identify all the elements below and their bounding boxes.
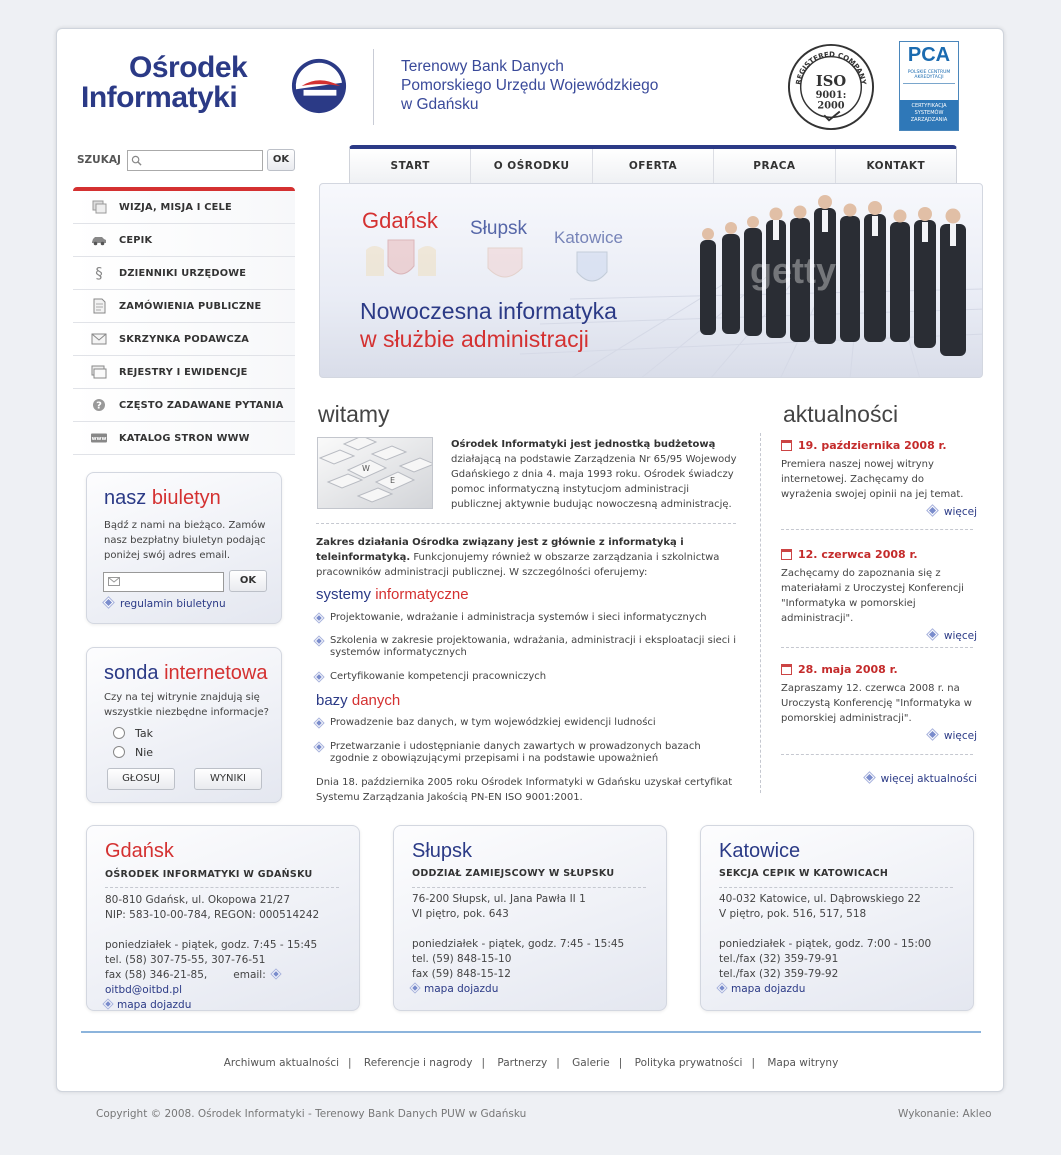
news-more-link[interactable] bbox=[781, 506, 977, 518]
banner-watermark: getty bbox=[750, 250, 837, 291]
office-card-gdansk bbox=[86, 825, 360, 1011]
office-phone: tel./fax (32) 359-79-91 bbox=[719, 953, 839, 965]
news-text: Zachęcamy do zapoznania się z materiałami z Uroczystej Konferencji "Informatyka w pomorskiej administracji". bbox=[781, 568, 964, 624]
news-more-label: więcej bbox=[943, 730, 977, 742]
pca-subtitle: POLSKIE CENTRUM AKREDYTACJI bbox=[907, 70, 951, 80]
office-city: Słupsk bbox=[412, 840, 473, 862]
slupsk-coat-of-arms-icon bbox=[480, 246, 530, 286]
poll-title-b: internetowa bbox=[164, 662, 268, 684]
office-city: Katowice bbox=[719, 840, 801, 862]
footer-separator: | bbox=[481, 1057, 485, 1069]
footer-link-galerie[interactable]: Galerie bbox=[572, 1057, 610, 1069]
newsletter-title-a: nasz bbox=[104, 487, 147, 509]
nav-oferta[interactable]: OFERTA bbox=[593, 149, 714, 185]
office-phone: tel. (58) 307-75-55, 307-76-51 bbox=[105, 954, 266, 966]
sidebar-item-katalog[interactable] bbox=[73, 422, 295, 455]
svg-text:E: E bbox=[390, 476, 396, 485]
bullet-icon bbox=[315, 614, 323, 622]
office-address bbox=[719, 892, 969, 997]
radio-button[interactable] bbox=[113, 746, 125, 758]
calendar-icon bbox=[781, 440, 792, 451]
office-fax-email bbox=[105, 968, 355, 998]
sidebar-item-label: CZĘSTO ZADAWANE PYTANIA bbox=[119, 399, 284, 411]
databases-heading bbox=[316, 692, 400, 709]
poll-title-a: sonda bbox=[104, 662, 159, 684]
welcome-intro bbox=[451, 437, 741, 512]
news-date: 12. czerwca 2008 r. bbox=[798, 548, 918, 561]
poll-title bbox=[104, 662, 267, 685]
footer-separator: | bbox=[556, 1057, 560, 1069]
logo-mark-icon bbox=[290, 57, 348, 115]
search-icon bbox=[131, 155, 142, 166]
list-item-text: Przetwarzanie i udostępnianie danych zawartych w prowadzonych bazach zgodnie z obowiązującymi przepisami i na podstawie upoważnień bbox=[330, 741, 701, 764]
page-container bbox=[56, 28, 1004, 1092]
news-text: Zapraszamy 12. czerwca 2008 r. na Uroczystą Konferencję "Informatyka w pomorskiej administracji". bbox=[781, 683, 972, 724]
newsletter-text: Bądź z nami na bieżąco. Zamów nasz bezpłatny biuletyn podając poniżej swój adres email. bbox=[104, 520, 266, 561]
news-heading: aktualności bbox=[783, 401, 899, 427]
office-city: Gdańsk bbox=[105, 840, 174, 862]
poll-option-nie[interactable] bbox=[113, 746, 153, 759]
banner-city-gdansk: Gdańsk bbox=[362, 208, 438, 233]
welcome-intro-bold: Ośrodek Informatyki jest jednostką budżetową bbox=[451, 439, 716, 450]
poll-box bbox=[86, 647, 282, 803]
bullet-icon bbox=[315, 719, 323, 727]
sidebar-item-label: SKRZYNKA PODAWCZA bbox=[119, 333, 250, 345]
spacer bbox=[412, 922, 662, 937]
list-item-text: Prowadzenie baz danych, w tym wojewódzkiej ewidencji ludności bbox=[330, 717, 656, 728]
footer-separator: | bbox=[348, 1057, 352, 1069]
svg-text:W: W bbox=[362, 464, 370, 473]
poll-vote-button[interactable]: GŁOSUJ bbox=[107, 768, 175, 790]
sidebar-item-label: ZAMÓWIENIA PUBLICZNE bbox=[119, 300, 262, 312]
poll-option-label: Tak bbox=[135, 727, 154, 740]
news-date: 28. maja 2008 r. bbox=[798, 663, 898, 676]
copyright-text: Copyright © 2008. Ośrodek Informatyki - Terenowy Bank Danych PUW w Gdańsku bbox=[96, 1108, 527, 1120]
footer-link-partnerzy[interactable]: Partnerzy bbox=[497, 1057, 548, 1069]
hero-banner bbox=[319, 183, 983, 378]
welcome-scope bbox=[316, 535, 736, 580]
office-divider bbox=[719, 887, 953, 888]
footer-separator: | bbox=[751, 1057, 755, 1069]
systems-heading-b: informatyczne bbox=[375, 586, 469, 603]
welcome-scope-text: Funkcjonujemy również w obszarze zarządzania i szkolnictwa pracowników administracji publicznej. W szczególności oferujemy: bbox=[316, 552, 720, 578]
office-map-label: mapa dojazdu bbox=[424, 983, 499, 995]
office-hours: poniedziałek - piątek, godz. 7:00 - 15:00 bbox=[719, 938, 932, 950]
office-divider bbox=[105, 887, 339, 888]
certificate-note: Dnia 18. października 2005 roku Ośrodek Informatyki w Gdańsku uzyskał certyfikat Systemu Zarządzania Jakością PN-EN ISO 9001:2001. bbox=[316, 777, 733, 803]
office-address bbox=[412, 892, 662, 997]
bullet-icon bbox=[927, 730, 937, 740]
svg-text:www: www bbox=[91, 436, 107, 443]
office-address-line: 40-032 Katowice, ul. Dąbrowskiego 22 bbox=[719, 893, 921, 905]
nav-start[interactable]: START bbox=[350, 149, 471, 185]
footer-link-referencje[interactable]: Referencje i nagrody bbox=[363, 1057, 473, 1069]
welcome-heading: witamy bbox=[318, 401, 390, 427]
paragraph-icon: § bbox=[95, 264, 103, 282]
news-text: Premiera naszej nowej witryny internetowej. Zachęcamy do wyrażenia swojej opinii na jej temat. bbox=[781, 459, 964, 500]
office-subtitle: ODDZIAŁ ZAMIEJSCOWY W SŁUPSKU bbox=[412, 868, 615, 879]
list-item bbox=[316, 635, 736, 659]
office-phone: tel. (59) 848-15-10 bbox=[412, 953, 512, 965]
footer-link-archiwum[interactable]: Archiwum aktualności bbox=[223, 1057, 340, 1069]
bullet-icon bbox=[315, 673, 323, 681]
news-more-label: więcej bbox=[943, 506, 977, 518]
list-item bbox=[316, 612, 736, 624]
sidebar-item-skrzynka[interactable] bbox=[73, 323, 295, 356]
office-subtitle: OŚRODEK INFORMATYKI W GDAŃSKU bbox=[105, 869, 313, 880]
office-email-link[interactable]: oitbd@oitbd.pl bbox=[105, 984, 182, 996]
sidebar-item-label: DZIENNIKI URZĘDOWE bbox=[119, 267, 247, 279]
office-address bbox=[105, 893, 355, 1013]
newsletter-box bbox=[86, 472, 282, 624]
tagline-line-1: Terenowy Bank Danych bbox=[401, 58, 564, 75]
list-item-text: Projektowanie, wdrażanie i administracja systemów i sieci informatycznych bbox=[330, 612, 707, 623]
newsletter-email-field[interactable] bbox=[103, 572, 224, 592]
office-address-line: VI piętro, pok. 643 bbox=[412, 908, 509, 920]
news-divider bbox=[781, 647, 973, 648]
sidebar-item-label: REJESTRY I EWIDENCJE bbox=[119, 366, 248, 378]
radio-button[interactable] bbox=[113, 727, 125, 739]
office-map-label: mapa dojazdu bbox=[731, 983, 806, 995]
pca-bottom-text: CERTYFIKACJA SYSTEMÓW ZARZĄDZANIA bbox=[900, 100, 958, 130]
page-icon bbox=[91, 199, 107, 215]
databases-heading-b: danych bbox=[351, 692, 401, 709]
iso-certificate-badge bbox=[787, 43, 875, 131]
banner-city-katowice: Katowice bbox=[554, 228, 623, 247]
logo-line-1: Ośrodek bbox=[129, 51, 248, 84]
office-address-line: 80-810 Gdańsk, ul. Okopowa 21/27 bbox=[105, 894, 290, 906]
document-icon bbox=[91, 298, 107, 314]
news-more-link[interactable] bbox=[781, 730, 977, 742]
news-item bbox=[781, 663, 977, 742]
news-item bbox=[781, 548, 977, 642]
nav-praca[interactable]: PRACA bbox=[714, 149, 835, 185]
iso-number: 9001: bbox=[815, 89, 847, 101]
sidebar-menu bbox=[73, 187, 295, 455]
newsletter-rules-label: regulamin biuletynu bbox=[120, 598, 226, 610]
list-item bbox=[316, 741, 736, 765]
sidebar-item-rejestry[interactable] bbox=[73, 356, 295, 389]
calendar-icon bbox=[781, 549, 792, 560]
list-item-text: Certyfikowanie kompetencji pracowniczych bbox=[330, 671, 547, 682]
nav-kontakt[interactable]: KONTAKT bbox=[866, 160, 926, 172]
newsletter-rules-link[interactable] bbox=[105, 598, 226, 610]
office-address-line: NIP: 583-10-00-784, REGON: 000514242 bbox=[105, 909, 320, 921]
welcome-intro-text: działającą na podstawie Zarządzenia Nr 65/95 Wojewody Gdańskiego z dnia 4. maja 1993 roku. Ośrodek świadczy pomoc informatyczną instytucjom administracji publicznej aktywnie budując nowoczesną administrację. bbox=[451, 454, 737, 510]
office-map-link[interactable] bbox=[105, 998, 355, 1013]
news-date-row bbox=[781, 548, 977, 561]
office-fax: fax (59) 848-15-12 bbox=[412, 968, 511, 980]
office-map-label: mapa dojazdu bbox=[117, 999, 192, 1011]
bullet-icon bbox=[927, 630, 937, 640]
all-news-link[interactable] bbox=[781, 773, 977, 785]
newsletter-title bbox=[104, 487, 221, 510]
news-more-link[interactable] bbox=[781, 630, 977, 642]
logo-line-2: Informatyki bbox=[81, 81, 238, 114]
sidebar-item-label: WIZJA, MISJA I CELE bbox=[119, 201, 232, 213]
car-icon bbox=[91, 232, 107, 248]
news-column-divider bbox=[760, 433, 761, 793]
search-label: SZUKAJ bbox=[77, 154, 121, 166]
bullet-icon bbox=[272, 970, 280, 978]
poll-option-label: Nie bbox=[135, 746, 154, 759]
office-hours: poniedziałek - piątek, godz. 7:45 - 15:45 bbox=[105, 939, 318, 951]
newsletter-ok-button[interactable]: OK bbox=[229, 570, 267, 592]
bullet-icon bbox=[104, 1000, 112, 1008]
office-map-link[interactable] bbox=[719, 982, 969, 997]
bullet-icon bbox=[104, 598, 114, 608]
footer-link-polityka[interactable]: Polityka prywatności bbox=[634, 1057, 743, 1069]
search-button[interactable]: OK bbox=[267, 149, 295, 171]
sidebar-item-label: CEPIK bbox=[119, 234, 153, 246]
databases-heading-a: bazy bbox=[316, 692, 348, 709]
sidebar-item-zamowienia[interactable] bbox=[73, 290, 295, 323]
welcome-scope-bold: Zakres działania Ośrodka związany jest z głównie z informatyką i teleinformatyką. bbox=[316, 537, 684, 563]
all-news-label: więcej aktualności bbox=[880, 773, 977, 785]
office-subtitle: SEKCJA CEPIK W KATOWICACH bbox=[719, 868, 889, 879]
search-input[interactable] bbox=[127, 150, 263, 171]
office-hours: poniedziałek - piątek, godz. 7:45 - 15:45 bbox=[412, 938, 625, 950]
office-card-katowice bbox=[700, 825, 974, 1011]
footer-separator: | bbox=[618, 1057, 623, 1069]
footer-divider bbox=[81, 1031, 981, 1033]
news-divider bbox=[781, 754, 973, 755]
news-more-label: więcej bbox=[943, 630, 977, 642]
footer-link-mapa[interactable]: Mapa witryny bbox=[767, 1057, 839, 1069]
banner-slogan-2: w służbie administracji bbox=[360, 326, 589, 352]
header-divider bbox=[373, 49, 374, 125]
poll-option-tak[interactable] bbox=[113, 727, 153, 740]
office-map-link[interactable] bbox=[412, 982, 662, 997]
nav-o-osrodku[interactable]: O OŚRODKU bbox=[471, 149, 592, 185]
systems-heading bbox=[316, 586, 469, 603]
iso-arc-text: REGISTERED COMPANY bbox=[793, 49, 869, 86]
poll-question: Czy na tej witrynie znajdują się wszystkie niezbędne informacje? bbox=[104, 692, 269, 718]
main-nav bbox=[349, 145, 957, 185]
pca-accreditation-badge bbox=[899, 41, 959, 131]
bullet-icon bbox=[411, 984, 419, 992]
office-email-label: email: bbox=[233, 969, 266, 981]
keyboard-image bbox=[317, 437, 433, 509]
list-item-text: Szkolenia w zakresie projektowania, wdrażania, administracji i eksploatacji sieci i systemów informatycznych bbox=[330, 635, 737, 658]
banner-slogan-1: Nowoczesna informatyka bbox=[360, 298, 617, 324]
news-item bbox=[781, 439, 977, 518]
registry-icon bbox=[91, 364, 107, 380]
mail-icon bbox=[91, 331, 107, 347]
katowice-coat-of-arms-icon bbox=[574, 250, 610, 290]
spacer bbox=[719, 922, 969, 937]
bullet-icon bbox=[718, 984, 726, 992]
news-date: 19. października 2008 r. bbox=[798, 439, 947, 452]
sidebar-item-wizja[interactable] bbox=[73, 191, 295, 224]
news-date-row bbox=[781, 663, 977, 676]
calendar-icon bbox=[781, 664, 792, 675]
bullet-icon bbox=[927, 506, 937, 516]
site-logo[interactable] bbox=[81, 53, 247, 113]
tagline-line-2: Pomorskiego Urzędu Wojewódzkiego bbox=[401, 77, 659, 94]
sidebar-item-dzienniki[interactable] bbox=[73, 257, 295, 290]
newsletter-title-b: biuletyn bbox=[151, 487, 221, 509]
office-fax: fax (58) 346-21-85, bbox=[105, 969, 208, 981]
sidebar-item-cepik[interactable] bbox=[73, 224, 295, 257]
site-tagline bbox=[401, 57, 658, 114]
welcome-divider bbox=[316, 523, 736, 524]
bullet-icon bbox=[315, 743, 323, 751]
banner-city-slupsk: Słupsk bbox=[470, 218, 528, 239]
news-divider bbox=[781, 529, 973, 530]
sidebar-item-faq[interactable] bbox=[73, 389, 295, 422]
list-item bbox=[316, 671, 736, 683]
systems-heading-a: systemy bbox=[316, 586, 372, 603]
footer-links bbox=[57, 1057, 1004, 1069]
office-divider bbox=[412, 887, 646, 888]
gdansk-coat-of-arms-icon bbox=[360, 236, 442, 286]
bullet-icon bbox=[864, 773, 874, 783]
spacer bbox=[105, 923, 355, 938]
pca-title: PCA bbox=[907, 44, 951, 66]
svg-text:?: ? bbox=[96, 400, 102, 412]
sidebar-item-label: KATALOG STRON WWW bbox=[119, 432, 250, 444]
question-icon bbox=[91, 397, 107, 413]
poll-results-button[interactable]: WYNIKI bbox=[194, 768, 262, 790]
iso-year: 2000 bbox=[817, 100, 845, 112]
news-date-row bbox=[781, 439, 977, 452]
email-icon bbox=[108, 577, 120, 587]
iso-label: ISO bbox=[815, 73, 847, 91]
bullet-icon bbox=[315, 637, 323, 645]
tagline-line-3: w Gdańsku bbox=[401, 96, 479, 113]
office-card-slupsk bbox=[393, 825, 667, 1011]
list-item bbox=[316, 717, 736, 729]
office-address-line: V piętro, pok. 516, 517, 518 bbox=[719, 908, 867, 920]
www-icon bbox=[91, 430, 107, 446]
office-fax: tel./fax (32) 359-79-92 bbox=[719, 968, 839, 980]
office-address-line: 76-200 Słupsk, ul. Jana Pawła II 1 bbox=[412, 893, 586, 905]
credit-link[interactable]: Wykonanie: Akleo bbox=[898, 1108, 992, 1120]
